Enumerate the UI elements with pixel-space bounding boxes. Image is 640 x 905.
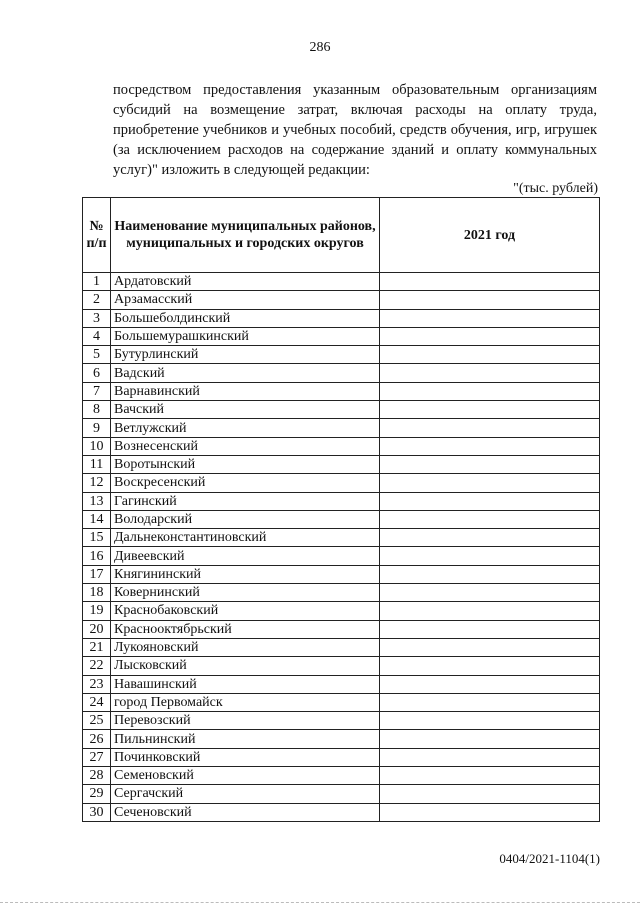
table-row: [83, 309, 600, 327]
row-value: [380, 309, 600, 327]
table-row: [83, 620, 600, 638]
district-name: Дальнеконстантиновский: [111, 529, 380, 547]
row-value: [380, 419, 600, 437]
row-value: [380, 565, 600, 583]
district-name: Перевозский: [111, 712, 380, 730]
district-name: Навашинский: [111, 675, 380, 693]
row-number: 9: [83, 419, 111, 437]
row-value: [380, 657, 600, 675]
row-number: 17: [83, 565, 111, 583]
row-number: 18: [83, 584, 111, 602]
row-number: 16: [83, 547, 111, 565]
row-value: [380, 785, 600, 803]
district-name: Бутурлинский: [111, 346, 380, 364]
district-name: Сергачский: [111, 785, 380, 803]
row-number: 28: [83, 767, 111, 785]
bottom-divider: [0, 902, 640, 903]
district-name: Володарский: [111, 510, 380, 528]
table-row: [83, 327, 600, 345]
table-row: [83, 657, 600, 675]
row-value: [380, 547, 600, 565]
district-name: Вадский: [111, 364, 380, 382]
row-value: [380, 291, 600, 309]
row-value: [380, 730, 600, 748]
page-number: 286: [309, 40, 331, 55]
table-row: [83, 273, 600, 291]
table-row: [83, 638, 600, 656]
table-row: [83, 455, 600, 473]
table-row: [83, 803, 600, 821]
district-name: Дивеевский: [111, 547, 380, 565]
table-row: [83, 437, 600, 455]
table-row: [83, 492, 600, 510]
table-row: [83, 346, 600, 364]
district-name: Сеченовский: [111, 803, 380, 821]
row-value: [380, 529, 600, 547]
header-year: 2021 год: [380, 198, 600, 273]
row-number: 8: [83, 401, 111, 419]
district-name: Большемурашкинский: [111, 327, 380, 345]
row-number: 2: [83, 291, 111, 309]
district-name: Починковский: [111, 748, 380, 766]
row-number: 14: [83, 510, 111, 528]
row-value: [380, 620, 600, 638]
row-value: [380, 437, 600, 455]
row-number: 30: [83, 803, 111, 821]
row-value: [380, 638, 600, 656]
row-number: 21: [83, 638, 111, 656]
row-value: [380, 767, 600, 785]
table-row: [83, 382, 600, 400]
row-number: 1: [83, 273, 111, 291]
document-code: 0404/2021-1104(1): [499, 851, 600, 866]
row-number: 15: [83, 529, 111, 547]
row-value: [380, 474, 600, 492]
district-name: Ардатовский: [111, 273, 380, 291]
district-name: Ковернинский: [111, 584, 380, 602]
district-name: Большеболдинский: [111, 309, 380, 327]
district-name: Краснооктябрьский: [111, 620, 380, 638]
table-header-row: [83, 198, 600, 273]
row-value: [380, 584, 600, 602]
district-name: Воротынский: [111, 455, 380, 473]
table-body: [83, 273, 600, 822]
table-row: [83, 712, 600, 730]
row-value: [380, 346, 600, 364]
row-number: 20: [83, 620, 111, 638]
district-name: Вачский: [111, 401, 380, 419]
unit-note: "(тыс. рублей): [513, 181, 598, 196]
table-row: [83, 693, 600, 711]
header-num: № п/п: [83, 198, 111, 273]
row-value: [380, 693, 600, 711]
district-name: Княгининский: [111, 565, 380, 583]
district-name: город Первомайск: [111, 693, 380, 711]
row-number: 26: [83, 730, 111, 748]
table-row: [83, 767, 600, 785]
districts-table: [82, 197, 600, 822]
row-number: 24: [83, 693, 111, 711]
district-name: Лысковский: [111, 657, 380, 675]
row-value: [380, 401, 600, 419]
row-number: 11: [83, 455, 111, 473]
row-value: [380, 510, 600, 528]
row-number: 3: [83, 309, 111, 327]
row-value: [380, 273, 600, 291]
district-name: Воскресенский: [111, 474, 380, 492]
row-number: 12: [83, 474, 111, 492]
row-value: [380, 455, 600, 473]
row-number: 10: [83, 437, 111, 455]
district-name: Пильнинский: [111, 730, 380, 748]
table-row: [83, 364, 600, 382]
district-name: Гагинский: [111, 492, 380, 510]
district-name: Лукояновский: [111, 638, 380, 656]
table-row: [83, 401, 600, 419]
row-value: [380, 675, 600, 693]
row-value: [380, 364, 600, 382]
row-number: 19: [83, 602, 111, 620]
table-row: [83, 419, 600, 437]
header-name: Наименование муниципальных районов, муниципальных и городских округов: [111, 198, 380, 273]
row-value: [380, 712, 600, 730]
row-value: [380, 382, 600, 400]
table-row: [83, 529, 600, 547]
row-number: 23: [83, 675, 111, 693]
intro-paragraph: посредством предоставления указанным образовательным организациям субсидий на возмещение затрат, включая расходы на оплату труда, приобретение учебников и учебных пособий, средств обучения, игр, игрушек (за исключением расходов на содержание зданий и оплату коммунальных услуг)" изложить в следующей редакции:: [113, 82, 597, 178]
row-number: 29: [83, 785, 111, 803]
table-row: [83, 547, 600, 565]
district-name: Ветлужский: [111, 419, 380, 437]
table-row: [83, 565, 600, 583]
row-value: [380, 803, 600, 821]
row-number: 25: [83, 712, 111, 730]
table-row: [83, 730, 600, 748]
row-number: 5: [83, 346, 111, 364]
district-name: Арзамасский: [111, 291, 380, 309]
row-number: 27: [83, 748, 111, 766]
district-name: Варнавинский: [111, 382, 380, 400]
table-row: [83, 584, 600, 602]
row-number: 13: [83, 492, 111, 510]
row-value: [380, 327, 600, 345]
row-number: 7: [83, 382, 111, 400]
row-number: 6: [83, 364, 111, 382]
district-name: Семеновский: [111, 767, 380, 785]
row-value: [380, 602, 600, 620]
table-row: [83, 785, 600, 803]
table-row: [83, 510, 600, 528]
row-value: [380, 748, 600, 766]
district-name: Вознесенский: [111, 437, 380, 455]
table-row: [83, 675, 600, 693]
district-name: Краснобаковский: [111, 602, 380, 620]
table-row: [83, 602, 600, 620]
table-row: [83, 748, 600, 766]
row-number: 4: [83, 327, 111, 345]
row-value: [380, 492, 600, 510]
table-row: [83, 474, 600, 492]
row-number: 22: [83, 657, 111, 675]
table-row: [83, 291, 600, 309]
